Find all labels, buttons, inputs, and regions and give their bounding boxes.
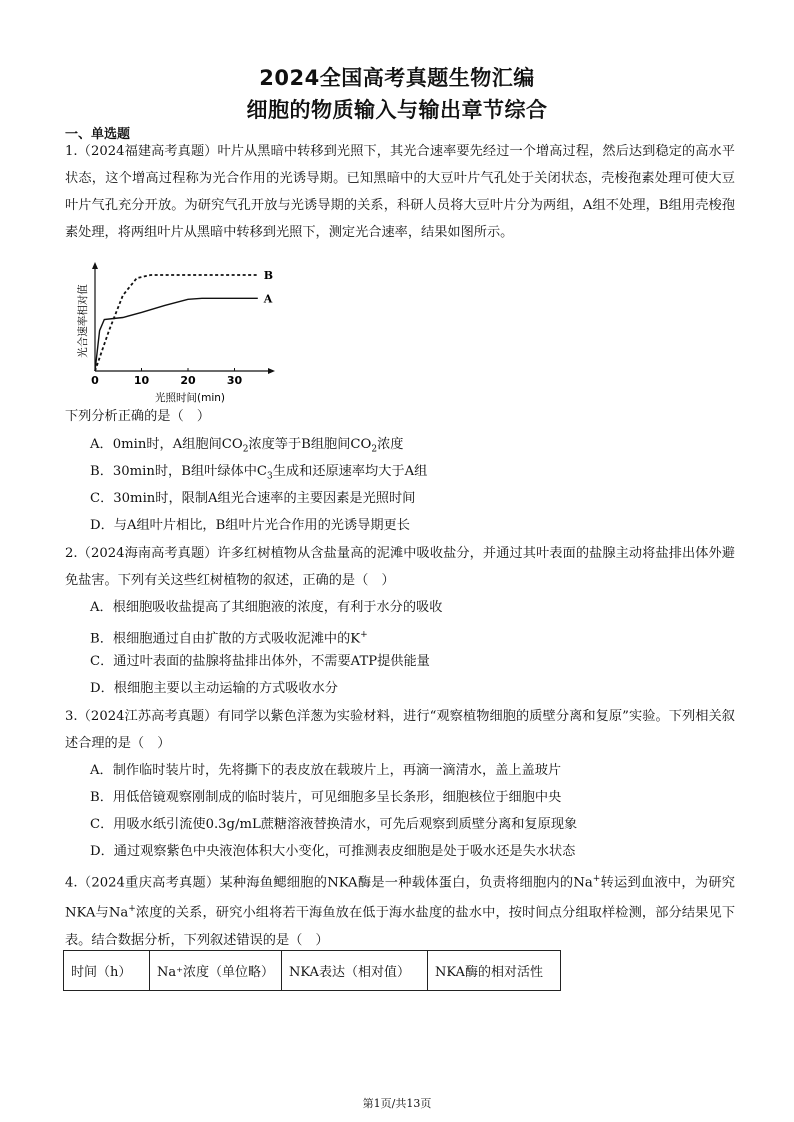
y-axis-arrow [92,262,98,269]
q2-option-a[interactable]: A．根细胞吸收盐提高了其细胞液的浓度，有利于水分的吸收 [90,600,443,615]
q1-option-a[interactable] [90,435,403,460]
table-header-row [64,951,561,991]
q1-option-a-text3: 浓度 [377,437,404,452]
q1-option-b-text2: 生成和还原速率均大于A组 [272,464,428,479]
q1-option-b[interactable] [90,462,427,487]
x-axis-label: 光照时间(min) [155,392,225,404]
q1-option-c[interactable]: C．30min时，限制A组光合速率的主要因素是光照时间 [90,491,416,506]
q1-option-a-text1: A．0min时，A组胞间CO [90,437,243,452]
table-header-cell: 时间（h） [64,951,150,991]
q4-stem [65,866,735,954]
series-line-A [95,298,258,371]
x-tick-label: 10 [133,374,150,387]
superscript: + [128,904,136,915]
q4-data-table [63,950,561,991]
q1-option-b-text1: B．30min时，B组叶绿体中C [90,464,267,479]
photosynthesis-chart [70,258,290,408]
q2-stem: 2.（2024海南高考真题）许多红树植物从含盐量高的泥滩中吸收盐分，并通过其叶表面的盐腺主动将盐排出体外避免盐害。下列有关这些红树植物的叙述，正确的是（ ） [65,546,735,588]
q3-option-a[interactable]: A．制作临时装片时，先将撕下的表皮放在载玻片上，再滴一滴清水，盖上盖玻片 [90,763,562,778]
q4-stem-part2: 转运到血液中，为研究NKA与Na [65,875,735,921]
page-footer: 第1页/共13页 [362,1097,432,1110]
table-header-cell: NKA表达（相对值） [282,951,428,991]
subscript: 3 [266,471,273,482]
q2-option-d[interactable]: D．根细胞主要以主动运输的方式吸收水分 [90,681,338,696]
q3-stem: 3.（2024江苏高考真题）有同学以紫色洋葱为实验材料，进行“观察植物细胞的质壁分离和复原”实验。下列相关叙述合理的是（ ） [65,709,735,751]
superscript: + [592,874,601,884]
section-heading: 一、单选题 [65,127,131,142]
x-axis-arrow [268,368,275,374]
q4-stem-part3: 浓度的关系，研究小组将若干海鱼放在低于海水盐度的盐水中，按时间点分组取样检测，部分结果见下表。结合数据分析，下列叙述错误的是（ ） [65,905,736,948]
x-tick-label: 20 [180,374,196,387]
superscript: + [360,630,368,640]
q3-option-c[interactable]: C．用吸水纸引流使0.3g/mL蔗糖溶液替换清水，可先后观察到质壁分离和复原现象 [90,817,578,832]
page-title-line2: 细胞的物质输入与输出章节综合 [246,98,548,122]
series-label-B: B [263,269,274,283]
x-tick-label: 30 [226,374,243,387]
y-axis-label: 光合速率相对值 [77,284,89,358]
table-header-cell: Na⁺浓度（单位略） [150,951,282,991]
x-tick-label: 0 [91,374,99,387]
q2-option-b-text: B．根细胞通过自由扩散的方式吸收泥滩中的K [90,631,361,647]
series-line-B [95,275,258,371]
q4-stem-part1: 4.（2024重庆高考真题）某种海鱼鳃细胞的NKA酶是一种载体蛋白，负责将细胞内的Na [65,875,593,891]
q1-prompt: 下列分析正确的是（ ） [65,409,211,424]
q2-option-b[interactable] [90,625,368,649]
subscript: 2 [371,444,378,455]
q3-option-d[interactable]: D．通过观察紫色中央液泡体积大小变化，可推测表皮细胞是处于吸水还是失水状态 [90,844,576,859]
q2-option-c[interactable]: C．通过叶表面的盐腺将盐排出体外，不需要ATP提供能量 [90,654,430,669]
q3-option-b[interactable]: B．用低倍镜观察刚制成的临时装片，可见细胞多呈长条形，细胞核位于细胞中央 [90,790,562,805]
series-label-A: A [263,292,273,306]
q1-option-d[interactable]: D．与A组叶片相比，B组叶片光合作用的光诱导期更长 [90,518,410,533]
q1-stem: 1.（2024福建高考真题）叶片从黑暗中转移到光照下，其光合速率要先经过一个增高过程，然后达到稳定的高水平状态，这个增高过程称为光合作用的光诱导期。已知黑暗中的大豆叶片气孔处于关闭状态，壳梭孢素处理可使大豆叶片气孔充分开放。为研究气孔开放与光诱导期的关系，科研人员将大豆叶片分为两组，A组不处理，B组用壳梭孢素处理，将两组叶片从黑暗中转移到光照下，测定光合速率，结果如图所示。 [65,144,735,240]
page-title-line1: 2024全国高考真题生物汇编 [259,66,535,90]
table-header-cell: NKA酶的相对活性 [428,951,561,991]
subscript: 2 [242,444,249,455]
q1-option-a-text2: 浓度等于B组胞间CO [248,437,372,452]
